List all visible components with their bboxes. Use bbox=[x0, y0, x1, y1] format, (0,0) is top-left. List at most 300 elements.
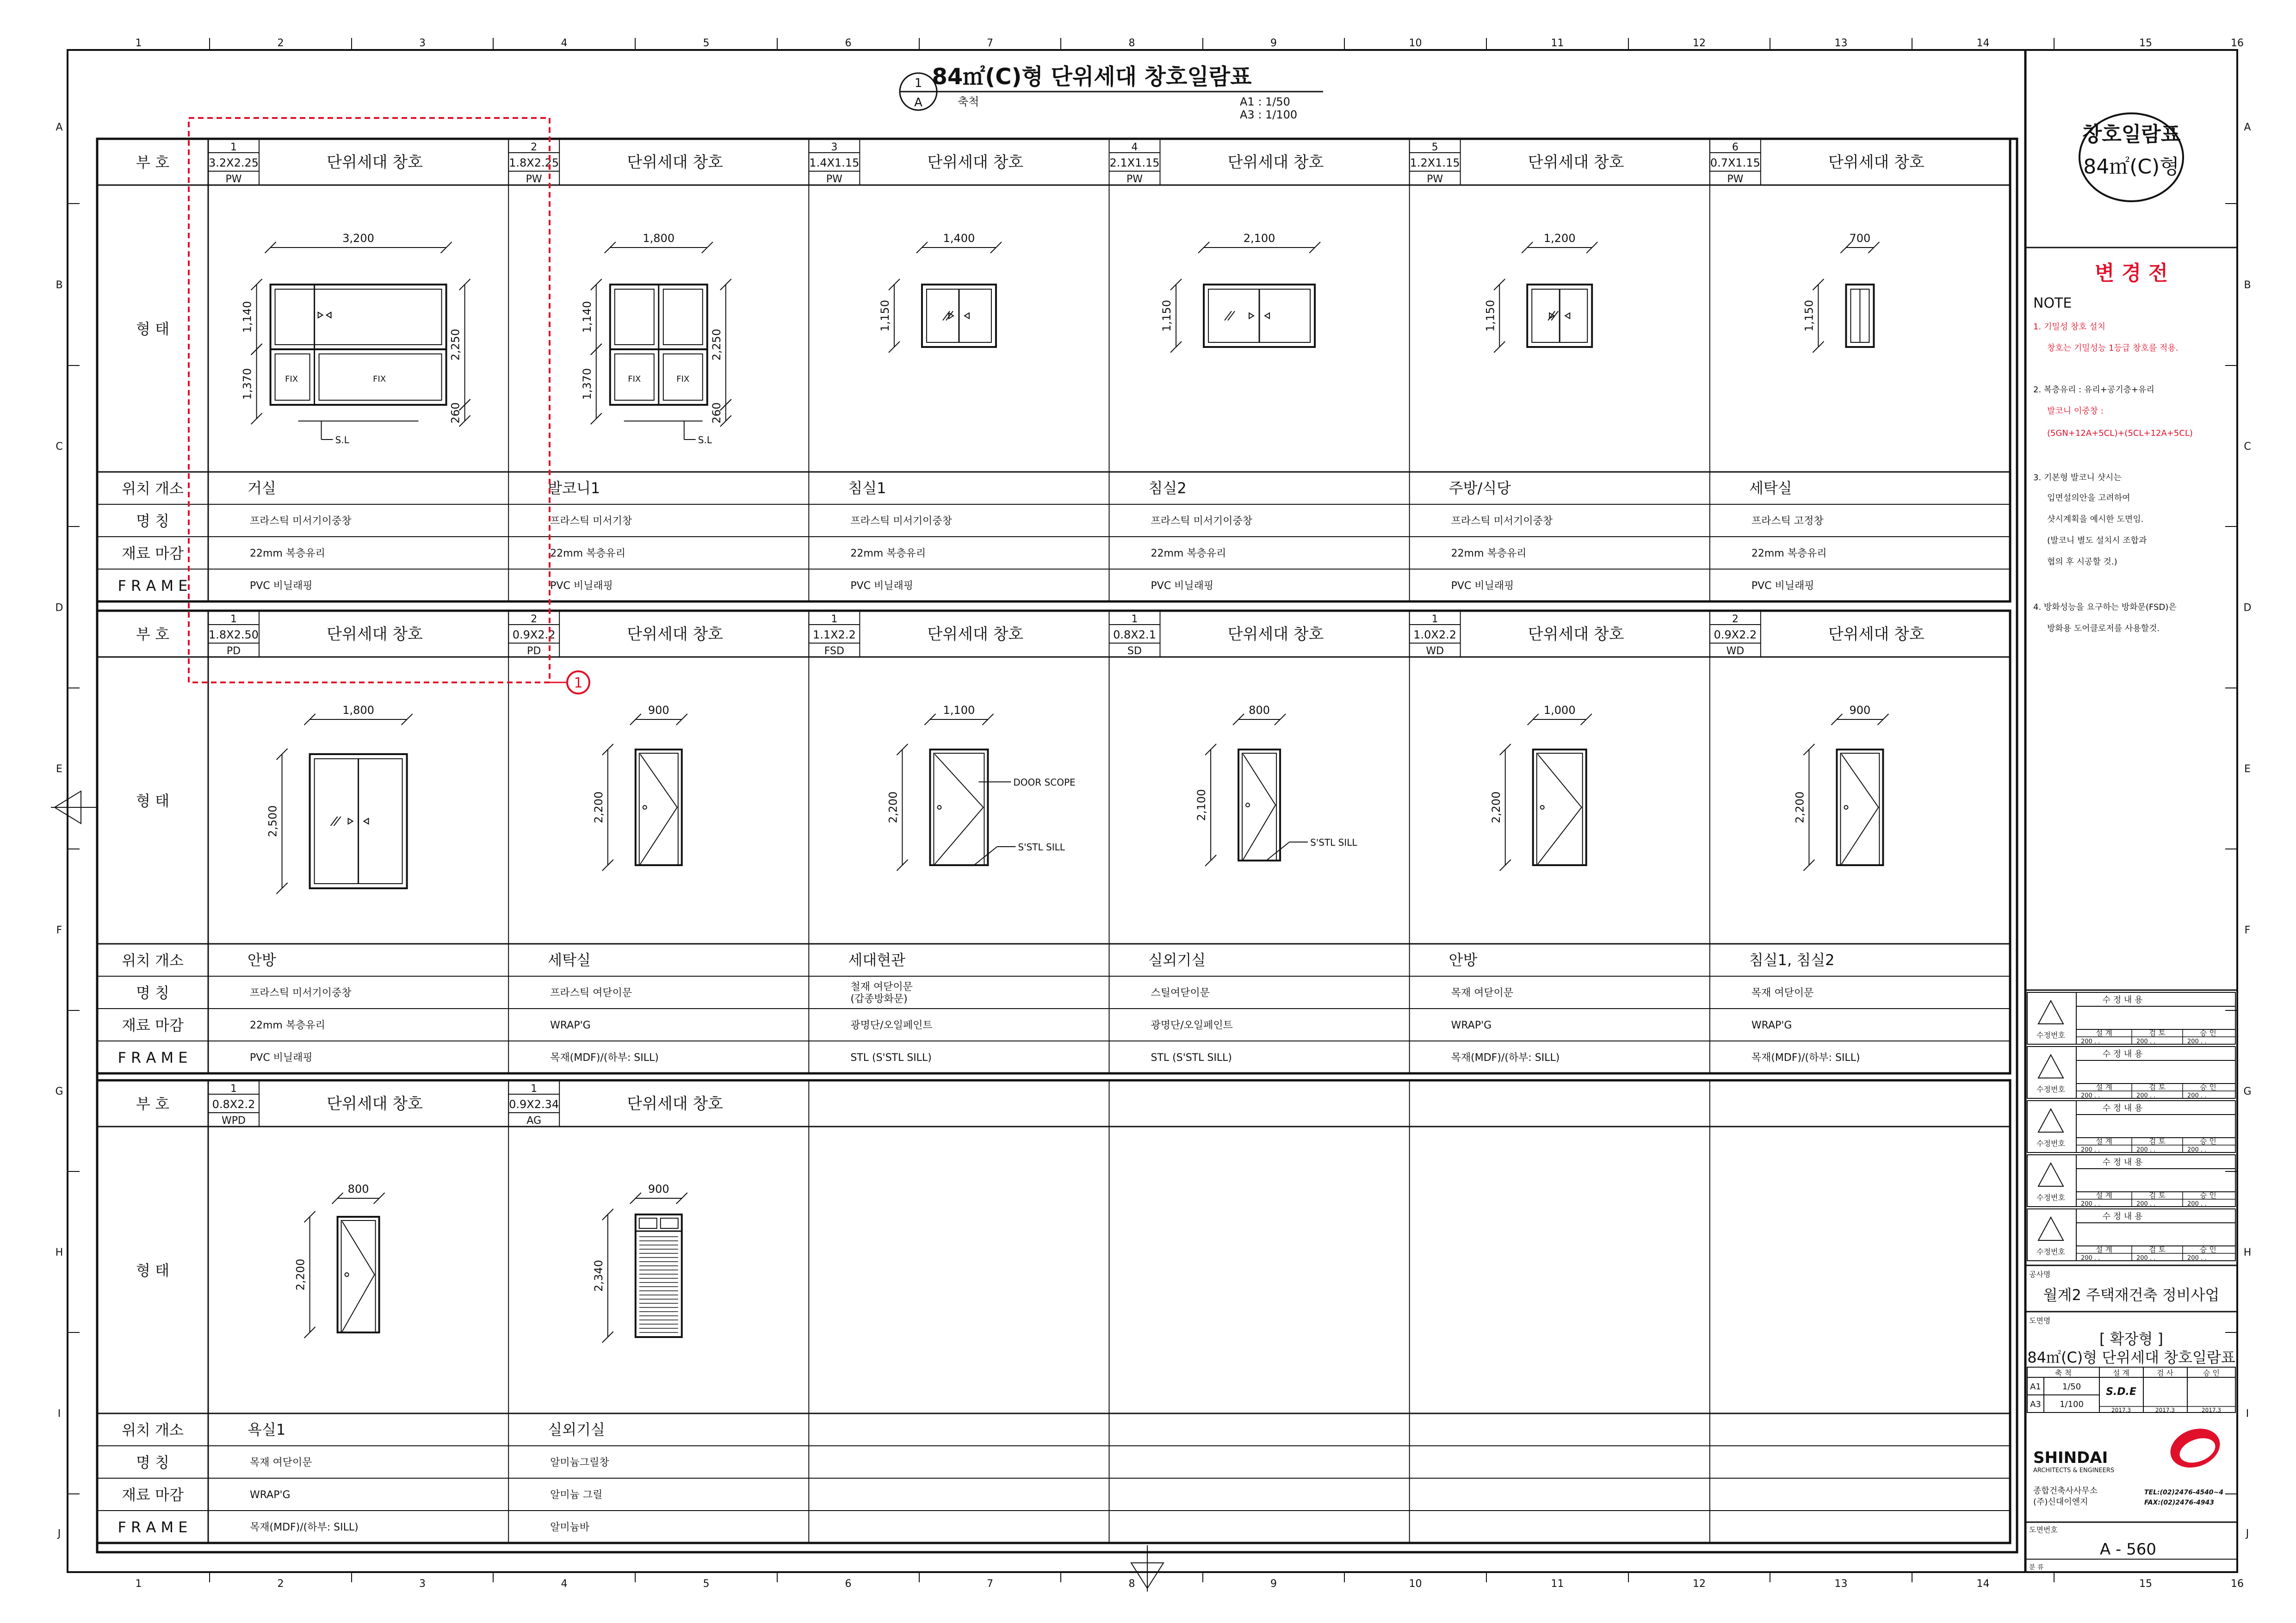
item-type: WPD bbox=[222, 1115, 246, 1127]
rev-approve-label: 승 인 bbox=[2200, 1137, 2216, 1146]
revision-number-label: 수정번호 bbox=[2036, 1085, 2065, 1094]
grid-col-top-12: 12 bbox=[1693, 37, 1706, 49]
grid-row-left-0: A bbox=[56, 122, 63, 133]
note-line-10: 4. 방화성능을 요구하는 방화문(FSD)은 bbox=[2033, 602, 2177, 612]
review-head: 검 사 bbox=[2157, 1369, 2173, 1377]
rev-review-label: 검 토 bbox=[2149, 1191, 2166, 1200]
rev-date: 200 . . bbox=[2187, 1092, 2207, 1099]
revision-number-label: 수정번호 bbox=[2036, 1247, 2065, 1256]
grid-row-left-1: B bbox=[56, 279, 63, 291]
item-name: 프라스틱 고정창 bbox=[1751, 515, 1824, 527]
revision-triangle bbox=[2038, 1109, 2063, 1132]
door-handle bbox=[1246, 803, 1250, 807]
item-unit-window-title: 단위세대 창호 bbox=[927, 625, 1024, 644]
item-finish: WRAP'G bbox=[1451, 1020, 1492, 1031]
rev-review-label: 검 토 bbox=[2149, 1245, 2166, 1254]
item-size: 1.8X2.50 bbox=[208, 628, 259, 641]
dim-width: 1,100 bbox=[943, 704, 975, 717]
row-label-name: 명 칭 bbox=[136, 984, 169, 1002]
item-finish: WRAP'G bbox=[1751, 1020, 1792, 1031]
item-frame: PVC 비닐래핑 bbox=[1751, 580, 1814, 592]
rev-review-label: 검 토 bbox=[2149, 1083, 2166, 1091]
grid-row-left-4: E bbox=[56, 763, 62, 775]
rev-date: 200 . . bbox=[2136, 1146, 2156, 1153]
item-name: 프라스틱 여닫이문 bbox=[550, 987, 632, 999]
rev-date: 200 . . bbox=[2187, 1146, 2207, 1153]
dim-height: 1,150 bbox=[1484, 300, 1497, 332]
design-head: 설 계 bbox=[2113, 1369, 2129, 1377]
scale-a3: A3 : 1/100 bbox=[1240, 108, 1298, 121]
fix-label: FIX bbox=[285, 374, 298, 384]
item-name: 프라스틱 미서기이중창 bbox=[850, 515, 952, 527]
note-line-3: 발코니 이중창 : bbox=[2047, 406, 2104, 416]
dim-height: 2,200 bbox=[886, 791, 900, 824]
item-finish: WRAP'G bbox=[250, 1489, 291, 1501]
revision-marker-number: 1 bbox=[574, 675, 583, 691]
item-name: 목재 여닫이문 bbox=[1451, 987, 1514, 999]
row-label-code: 부 호 bbox=[136, 626, 169, 643]
door-handle bbox=[643, 805, 647, 809]
dim-width: 1,800 bbox=[643, 232, 675, 245]
rev-date: 200 . . bbox=[2136, 1201, 2156, 1208]
item-frame: PVC 비닐래핑 bbox=[550, 580, 613, 592]
item-size: 1.4X1.15 bbox=[809, 156, 860, 169]
item-location: 세탁실 bbox=[1749, 479, 1792, 497]
grid-col-top-5: 5 bbox=[703, 37, 710, 49]
grid-col-bottom-14: 14 bbox=[1976, 1578, 1990, 1590]
revision-triangle bbox=[2038, 1001, 2063, 1024]
item-frame: PVC 비닐래핑 bbox=[250, 1052, 313, 1064]
item-number: 1 bbox=[230, 613, 237, 625]
note-leader bbox=[974, 847, 997, 865]
row-label-finish: 재료 마감 bbox=[122, 545, 184, 562]
grid-col-bottom-8: 8 bbox=[1128, 1578, 1135, 1590]
fix-label: FIX bbox=[628, 374, 641, 384]
grid-col-bottom-5: 5 bbox=[703, 1578, 710, 1590]
design-date: 2017.3 bbox=[2111, 1407, 2131, 1413]
dim-height: 2,200 bbox=[592, 791, 605, 824]
grid-col-top-3: 3 bbox=[419, 37, 426, 49]
change-title: 변 경 전 bbox=[2094, 261, 2168, 285]
item-name: 목재 여닫이문 bbox=[250, 1457, 312, 1468]
note-line-8: (발코니 별도 설치시 조합과 bbox=[2047, 536, 2147, 545]
item-name: 프라스틱 미서기이중창 bbox=[250, 515, 352, 527]
item-number: 2 bbox=[531, 613, 538, 625]
row-label-location: 위치 개소 bbox=[122, 1421, 184, 1439]
row-label-code: 부 호 bbox=[136, 1095, 169, 1113]
item-location: 실외기실 bbox=[1148, 951, 1206, 969]
grid-col-top-6: 6 bbox=[845, 37, 852, 49]
door-handle bbox=[1844, 805, 1848, 809]
revision-content-label: 수 정 내 용 bbox=[2102, 1103, 2143, 1113]
item-number: 1 bbox=[230, 1083, 237, 1095]
project-name: 월계2 주택재건축 정비사업 bbox=[2043, 1286, 2220, 1304]
dim-height-upper: 1,140 bbox=[241, 301, 254, 333]
drawing-label: 도면명 bbox=[2029, 1316, 2051, 1325]
item-frame: 목재(MDF)/(하부: SILL) bbox=[1451, 1052, 1560, 1064]
item-size: 1.2X1.15 bbox=[1410, 156, 1460, 169]
dim-width: 800 bbox=[347, 1183, 369, 1196]
item-finish: 22mm 복층유리 bbox=[1451, 548, 1527, 559]
item-type: PW bbox=[1427, 173, 1443, 185]
grid-col-bottom-3: 3 bbox=[419, 1578, 426, 1590]
item-name: 스틸여닫이문 bbox=[1151, 987, 1210, 999]
item-number: 4 bbox=[1131, 142, 1138, 153]
grille-vent bbox=[639, 1218, 657, 1228]
note-title: NOTE bbox=[2033, 295, 2072, 311]
item-unit-window-title: 단위세대 창호 bbox=[1528, 625, 1624, 644]
item-location: 안방 bbox=[248, 951, 276, 969]
item-finish: 22mm 복층유리 bbox=[1751, 548, 1827, 559]
grid-row-right-9: J bbox=[2246, 1528, 2249, 1540]
item-unit-window-title: 단위세대 창호 bbox=[927, 153, 1024, 172]
dim-height: 2,200 bbox=[294, 1258, 307, 1291]
glass-hatch bbox=[1228, 311, 1235, 321]
item-size: 0.7X1.15 bbox=[1710, 156, 1760, 169]
dim-height-total: 2,250 bbox=[449, 328, 462, 361]
grid-row-left-7: H bbox=[55, 1247, 63, 1258]
dim-height: 1,150 bbox=[1802, 300, 1816, 332]
dim-height-total: 2,250 bbox=[710, 328, 723, 361]
item-name: 프라스틱 미서기창 bbox=[550, 515, 632, 527]
rev-date: 200 . . bbox=[2136, 1255, 2156, 1262]
detail-circle-letter: A bbox=[914, 96, 922, 110]
item-size: 2.1X1.15 bbox=[1109, 156, 1160, 169]
item-frame: STL (S'STL SILL) bbox=[1151, 1052, 1232, 1064]
glass-hatch bbox=[334, 817, 341, 826]
door-frame bbox=[338, 1217, 379, 1332]
row-label-shape: 형 태 bbox=[136, 320, 169, 338]
door-frame bbox=[1238, 750, 1280, 861]
slide-arrow bbox=[327, 312, 331, 318]
rev-design-label: 설 계 bbox=[2096, 1028, 2112, 1037]
rev-design-label: 설 계 bbox=[2096, 1245, 2112, 1254]
item-number: 1 bbox=[1431, 613, 1438, 625]
fix-label: FIX bbox=[676, 374, 690, 384]
slide-arrow bbox=[364, 818, 369, 824]
rev-approve-label: 승 인 bbox=[2200, 1028, 2216, 1037]
grille-frame bbox=[636, 1214, 682, 1337]
rev-approve-label: 승 인 bbox=[2200, 1191, 2216, 1200]
item-finish: 광명단/오일페인트 bbox=[1151, 1020, 1233, 1031]
item-size: 1.8X2.25 bbox=[509, 156, 559, 169]
sidebar-title-2: 84㎡(C)형 bbox=[2083, 155, 2179, 179]
door-leaf bbox=[934, 753, 984, 865]
revision-triangle bbox=[2038, 1217, 2063, 1240]
scale-head: 축 척 bbox=[2055, 1369, 2072, 1377]
row-label-frame: F R A M E bbox=[118, 1518, 188, 1536]
rev-date: 200 . . bbox=[2187, 1038, 2207, 1045]
item-frame: PVC 비닐래핑 bbox=[850, 580, 914, 592]
item-frame: 목재(MDF)/(하부: SILL) bbox=[250, 1522, 359, 1533]
item-type: PW bbox=[1126, 173, 1143, 185]
dim-width: 2,100 bbox=[1243, 232, 1275, 245]
sheet-header bbox=[900, 64, 1323, 121]
grid-col-bottom-6: 6 bbox=[845, 1578, 852, 1590]
outer-border bbox=[68, 50, 2237, 1572]
note-line-11: 방화용 도어클로저를 사용할것. bbox=[2047, 624, 2160, 633]
firm-line-2: (주)신대이엔지 bbox=[2033, 1497, 2088, 1507]
item-unit-window-title: 단위세대 창호 bbox=[1227, 625, 1324, 644]
grid-col-bottom-13: 13 bbox=[1834, 1578, 1848, 1590]
grid-row-right-1: B bbox=[2244, 279, 2251, 291]
fax: FAX:(02)2476-4943 bbox=[2144, 1499, 2215, 1506]
item-number: 6 bbox=[1732, 142, 1739, 153]
rev-date: 200 . . bbox=[2081, 1255, 2100, 1262]
grid-row-left-9: J bbox=[57, 1528, 61, 1540]
tel: TEL:(02)2476-4540~4 bbox=[2144, 1489, 2224, 1496]
dim-width: 900 bbox=[1849, 704, 1871, 717]
rev-date: 200 . . bbox=[2081, 1092, 2100, 1099]
item-frame: 목재(MDF)/(하부: SILL) bbox=[550, 1052, 659, 1064]
project-label: 공사명 bbox=[2029, 1270, 2051, 1279]
item-finish: 22mm 복층유리 bbox=[250, 548, 325, 559]
grid-col-top-1: 1 bbox=[135, 37, 142, 49]
item-size: 0.8X2.2 bbox=[212, 1098, 255, 1111]
review-date: 2017.3 bbox=[2155, 1407, 2175, 1413]
item-type: PW bbox=[1727, 173, 1744, 185]
schedule-section-1 bbox=[97, 139, 2010, 601]
item-location: 주방/식당 bbox=[1448, 479, 1511, 497]
grid-col-top-7: 7 bbox=[987, 37, 993, 49]
row-label-shape: 형 태 bbox=[136, 1262, 169, 1279]
window-elevation-drawings bbox=[241, 232, 1889, 1343]
glass bbox=[663, 289, 703, 345]
company-subtitle: ARCHITECTS & ENGINEERS bbox=[2033, 1467, 2115, 1474]
slide-arrow bbox=[318, 312, 323, 318]
item-type: SD bbox=[1127, 645, 1142, 657]
firm-line-1: 종합건축사사무소 bbox=[2033, 1486, 2098, 1496]
upper-glass bbox=[275, 289, 442, 345]
grid-col-bottom-16: 16 bbox=[2231, 1578, 2244, 1590]
sill-note: S'STL SILL bbox=[1310, 837, 1357, 848]
grid-row-left-5: F bbox=[56, 924, 62, 936]
item-location: 세탁실 bbox=[548, 951, 591, 969]
item-type: WD bbox=[1726, 645, 1745, 657]
rev-review-label: 검 토 bbox=[2149, 1137, 2166, 1146]
item-size: 0.9X2.2 bbox=[1714, 628, 1757, 641]
dim-width: 1,200 bbox=[1543, 232, 1576, 245]
item-name-2: (갑종방화문) bbox=[850, 993, 908, 1005]
item-name: 목재 여닫이문 bbox=[1751, 987, 1814, 999]
grid-col-top-14: 14 bbox=[1976, 37, 1990, 49]
revision-triangle bbox=[2038, 1163, 2063, 1186]
note-line-0: 1. 기밀성 창호 설치 bbox=[2033, 322, 2106, 332]
glass-hatch bbox=[1225, 311, 1232, 321]
door-swing-mark bbox=[934, 754, 983, 864]
note-line-2: 2. 복층유리 : 유리+공기층+유리 bbox=[2033, 385, 2154, 395]
grid-row-right-7: H bbox=[2243, 1247, 2252, 1258]
grid-row-right-2: C bbox=[2244, 441, 2251, 452]
item-location: 발코니1 bbox=[548, 479, 600, 497]
dim-width: 1,800 bbox=[342, 704, 374, 717]
drawing-number: A - 560 bbox=[2099, 1540, 2157, 1559]
rev-date: 200 . . bbox=[2081, 1201, 2100, 1208]
item-frame: PVC 비닐래핑 bbox=[1151, 580, 1214, 592]
item-unit-window-title: 단위세대 창호 bbox=[327, 153, 423, 172]
revision-content-label: 수 정 내 용 bbox=[2102, 995, 2143, 1005]
dim-height: 2,200 bbox=[1793, 791, 1807, 824]
item-type: FSD bbox=[824, 645, 844, 657]
item-number: 3 bbox=[831, 142, 838, 153]
grid-col-bottom-12: 12 bbox=[1693, 1578, 1706, 1590]
dim-height-lower: 1,370 bbox=[580, 368, 594, 400]
slide-arrow bbox=[965, 313, 969, 319]
rev-approve-label: 승 인 bbox=[2200, 1083, 2216, 1091]
dim-height: 2,500 bbox=[266, 805, 279, 837]
item-location: 침실1 bbox=[848, 479, 886, 497]
grid-row-right-5: F bbox=[2244, 924, 2251, 936]
glass-hatch bbox=[1551, 311, 1558, 321]
revision-number-label: 수정번호 bbox=[2036, 1139, 2065, 1148]
company-name: SHINDAI bbox=[2033, 1449, 2108, 1467]
rev-design-label: 설 계 bbox=[2096, 1137, 2112, 1146]
grid-col-top-15: 15 bbox=[2139, 37, 2152, 49]
revision-number-label: 수정번호 bbox=[2036, 1031, 2065, 1040]
glass-hatch bbox=[331, 817, 338, 826]
rev-date: 200 . . bbox=[2081, 1038, 2100, 1045]
item-size: 1.1X2.2 bbox=[812, 628, 856, 641]
grid-col-bottom-10: 10 bbox=[1409, 1578, 1422, 1590]
sheet-label: 분 류 bbox=[2029, 1564, 2044, 1571]
item-name: 프라스틱 미서기이중창 bbox=[1451, 515, 1553, 527]
rev-approve-label: 승 인 bbox=[2200, 1245, 2216, 1254]
row-label-location: 위치 개소 bbox=[122, 480, 184, 497]
grid-row-left-8: I bbox=[57, 1408, 61, 1420]
note-leader bbox=[1266, 842, 1289, 861]
grid-col-top-9: 9 bbox=[1270, 37, 1277, 49]
item-number: 1 bbox=[531, 1083, 538, 1095]
revision-content-label: 수 정 내 용 bbox=[2102, 1049, 2143, 1059]
dim-height: 1,150 bbox=[1160, 300, 1174, 332]
door-scope-note: DOOR SCOPE bbox=[1013, 777, 1076, 788]
item-unit-window-title: 단위세대 창호 bbox=[627, 1095, 724, 1113]
item-unit-window-title: 단위세대 창호 bbox=[327, 625, 423, 644]
dim-sill: 260 bbox=[449, 402, 462, 424]
grid-col-bottom-9: 9 bbox=[1270, 1578, 1277, 1590]
item-type: PW bbox=[826, 173, 842, 185]
item-size: 3.2X2.25 bbox=[208, 156, 259, 169]
item-size: 1.0X2.2 bbox=[1413, 628, 1457, 641]
revision-content-label: 수 정 내 용 bbox=[2102, 1158, 2143, 1167]
sl-label: S.L bbox=[335, 434, 349, 446]
item-location: 안방 bbox=[1448, 951, 1478, 969]
note-line-1: 창호는 기밀성능 1등급 창호를 적용. bbox=[2047, 343, 2178, 353]
dim-width: 900 bbox=[648, 704, 669, 717]
grid-row-right-3: D bbox=[2243, 602, 2252, 614]
item-unit-window-title: 단위세대 창호 bbox=[627, 625, 724, 644]
row-label-shape: 형 태 bbox=[136, 792, 169, 810]
drawing-name-1: [ 확장형 ] bbox=[2099, 1330, 2164, 1348]
rev-design-label: 설 계 bbox=[2096, 1083, 2112, 1091]
item-finish: 22mm 복층유리 bbox=[550, 548, 626, 559]
glass-hatch bbox=[946, 311, 953, 321]
grid-col-top-4: 4 bbox=[561, 37, 568, 49]
slide-arrow bbox=[348, 818, 353, 824]
rev-date: 200 . . bbox=[2187, 1255, 2207, 1262]
grid-reference-marks bbox=[51, 37, 2252, 1592]
row-label-frame: F R A M E bbox=[118, 577, 188, 595]
item-type: PD bbox=[226, 645, 241, 657]
sl-label: S.L bbox=[698, 434, 712, 446]
item-finish: 22mm 복층유리 bbox=[850, 548, 926, 559]
grid-col-bottom-4: 4 bbox=[561, 1578, 568, 1590]
grid-row-right-4: E bbox=[2244, 763, 2251, 775]
door-frame bbox=[930, 750, 988, 865]
item-unit-window-title: 단위세대 창호 bbox=[1828, 625, 1925, 644]
item-finish: 22mm 복층유리 bbox=[250, 1020, 325, 1031]
a3-scale: 1/100 bbox=[2060, 1400, 2084, 1409]
item-location: 욕실1 bbox=[248, 1421, 286, 1438]
item-finish: WRAP'G bbox=[550, 1020, 591, 1031]
item-name: 프라스틱 미서기이중창 bbox=[1151, 515, 1253, 527]
item-location: 거실 bbox=[248, 479, 276, 497]
slide-arrow bbox=[1249, 313, 1254, 319]
title-block bbox=[2025, 113, 2237, 1571]
grid-row-right-8: I bbox=[2246, 1408, 2249, 1420]
item-size: 0.8X2.1 bbox=[1113, 628, 1156, 641]
door-handle bbox=[345, 1273, 349, 1276]
note-line-5: 3. 기본형 발코니 샷시는 bbox=[2033, 473, 2122, 483]
note-line-9: 협의 후 시공할 것.) bbox=[2047, 557, 2117, 567]
dim-height-lower: 1,370 bbox=[241, 368, 254, 400]
row-label-finish: 재료 마감 bbox=[122, 1486, 184, 1504]
row-label-name: 명 칭 bbox=[136, 512, 169, 530]
item-size: 0.9X2.2 bbox=[512, 628, 556, 641]
item-type: PD bbox=[527, 645, 541, 657]
rev-date: 200 . . bbox=[2136, 1038, 2156, 1045]
item-unit-window-title: 단위세대 창호 bbox=[327, 1095, 423, 1113]
grille-vent bbox=[661, 1218, 678, 1228]
grid-col-bottom-15: 15 bbox=[2139, 1578, 2152, 1590]
sidebar-title-1: 창호일람표 bbox=[2082, 123, 2181, 146]
revision-content-label: 수 정 내 용 bbox=[2102, 1212, 2143, 1221]
grid-row-right-6: G bbox=[2243, 1086, 2252, 1097]
item-location: 침실1, 침실2 bbox=[1749, 951, 1835, 969]
dim-height: 1,150 bbox=[878, 300, 891, 332]
item-unit-window-title: 단위세대 창호 bbox=[627, 153, 724, 172]
slide-arrow bbox=[1265, 313, 1269, 319]
row-label-code: 부 호 bbox=[136, 154, 169, 171]
rev-design-label: 설 계 bbox=[2096, 1191, 2112, 1200]
row-label-finish: 재료 마감 bbox=[122, 1016, 184, 1034]
grid-col-bottom-7: 7 bbox=[987, 1578, 993, 1590]
slide-arrow bbox=[1565, 313, 1570, 319]
rev-date: 200 . . bbox=[2187, 1201, 2207, 1208]
item-number: 5 bbox=[1431, 142, 1438, 153]
item-number: 1 bbox=[1131, 613, 1138, 625]
item-finish: 광명단/오일페인트 bbox=[850, 1020, 933, 1031]
detail-circle-number: 1 bbox=[914, 76, 922, 90]
grid-col-bottom-11: 11 bbox=[1551, 1578, 1564, 1590]
door-handle bbox=[937, 805, 941, 809]
rev-date: 200 . . bbox=[2136, 1092, 2156, 1099]
approve-date: 2017.3 bbox=[2202, 1407, 2221, 1413]
item-frame: 목재(MDF)/(하부: SILL) bbox=[1751, 1052, 1860, 1064]
item-frame: 알미늄바 bbox=[550, 1522, 590, 1533]
grid-row-left-6: G bbox=[55, 1086, 63, 1097]
approve-head: 승 인 bbox=[2203, 1369, 2220, 1377]
designer-sign: S.D.E bbox=[2106, 1386, 2136, 1398]
grid-col-top-13: 13 bbox=[1834, 37, 1848, 49]
drawing-name-2: 84㎡(C)형 단위세대 창호일람표 bbox=[2027, 1349, 2235, 1366]
grid-col-top-2: 2 bbox=[277, 37, 284, 49]
grid-row-left-3: D bbox=[55, 602, 63, 614]
dim-height-upper: 1,140 bbox=[580, 301, 594, 333]
rev-date: 200 . . bbox=[2081, 1146, 2100, 1153]
revision-number-label: 수정번호 bbox=[2036, 1193, 2065, 1202]
dim-sill: 260 bbox=[710, 402, 723, 424]
